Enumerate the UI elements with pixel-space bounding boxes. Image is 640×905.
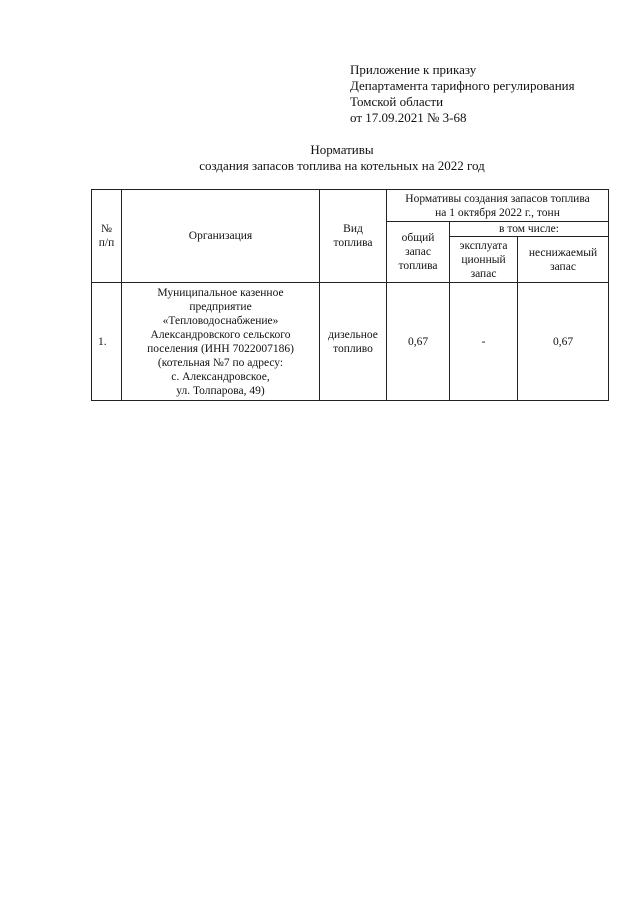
row-fuel: дизельное топливо	[320, 283, 387, 401]
header-num: № п/п	[92, 190, 122, 283]
title-line-2: создания запасов топлива на котельных на 2022 год	[199, 158, 485, 173]
appendix-line: от 17.09.2021 № 3-68	[350, 110, 467, 125]
row-num: 1.	[92, 283, 122, 401]
header-total: общий запас топлива	[387, 222, 450, 283]
appendix-header	[350, 62, 575, 126]
title-line-1: Нормативы	[310, 142, 374, 157]
appendix-line: Томской области	[350, 94, 444, 109]
document-title	[0, 142, 640, 174]
header-fuel: Вид топлива	[320, 190, 387, 283]
header-norms-group: Нормативы создания запасов топлива на 1 октября 2022 г., тонн	[387, 190, 609, 222]
row-total: 0,67	[387, 283, 450, 401]
header-operational: эксплуата ционный запас	[450, 237, 518, 283]
row-organization: Муниципальное казенное предприятие «Тепловодоснабжение» Александровского сельского поселения (ИНН 7022007186) (котельная №7 по адресу: с. Александровское, ул. Толпарова, 49)	[122, 283, 320, 401]
row-irreducible: 0,67	[518, 283, 609, 401]
header-row	[92, 190, 609, 222]
row-operational: -	[450, 283, 518, 401]
appendix-line: Приложение к приказу	[350, 62, 477, 77]
header-including: в том числе:	[450, 222, 609, 237]
norms-table	[91, 189, 609, 401]
appendix-line: Департамента тарифного регулирования	[350, 78, 575, 93]
header-org: Организация	[122, 190, 320, 283]
table-row	[92, 283, 609, 401]
header-irreducible: неснижаемый запас	[518, 237, 609, 283]
